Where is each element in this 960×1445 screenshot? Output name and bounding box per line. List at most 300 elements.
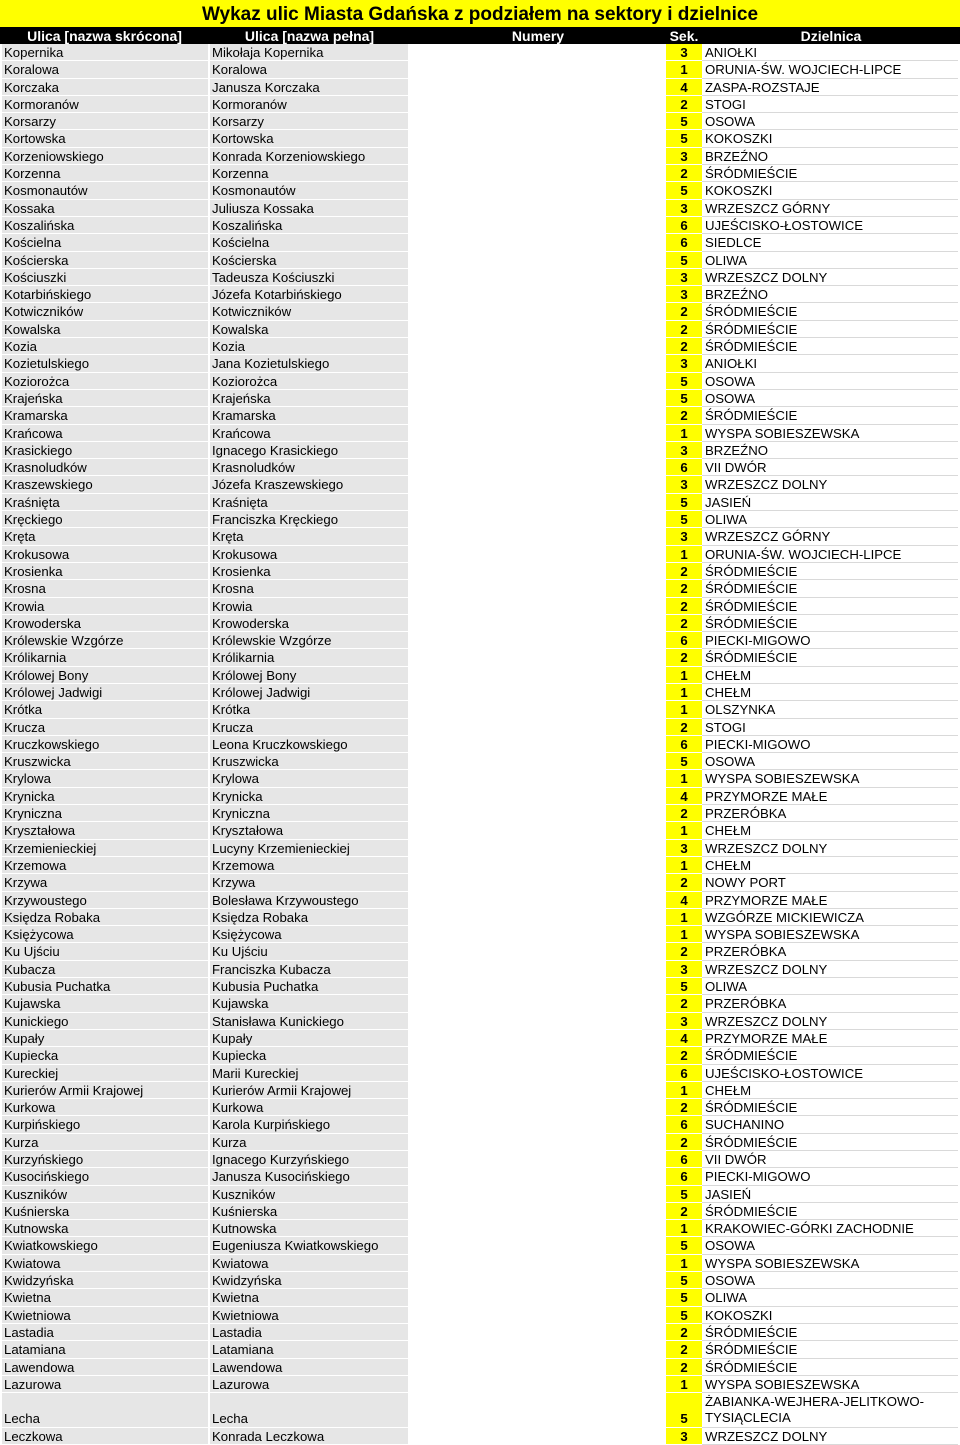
table-row <box>0 1030 960 1047</box>
table-row <box>0 857 960 874</box>
cell-numbers <box>410 632 666 649</box>
header-full-name: Ulica [nazwa pełna] <box>244 28 375 44</box>
cell-numbers <box>410 148 666 165</box>
cell-sector: 1 <box>666 1220 702 1237</box>
cell-district: ŚRÓDMIEŚCIE <box>702 1099 958 1116</box>
cell-short-name: Kruczkowskiego <box>2 736 208 753</box>
table-row <box>0 321 960 338</box>
cell-short-name: Latamiana <box>2 1341 208 1358</box>
cell-numbers <box>410 1203 666 1220</box>
table-row <box>0 148 960 165</box>
cell-short-name: Kraszewskiego <box>2 476 208 493</box>
cell-full-name: Latamiana <box>210 1341 408 1358</box>
cell-sector: 1 <box>666 701 702 718</box>
cell-short-name: Kręta <box>2 528 208 545</box>
cell-district: ŚRÓDMIEŚCIE <box>702 1134 958 1151</box>
cell-full-name: Ignacego Kurzyńskiego <box>210 1151 408 1168</box>
cell-short-name: Kossaka <box>2 200 208 217</box>
cell-full-name: Kowalska <box>210 321 408 338</box>
street-table <box>0 44 960 1445</box>
cell-district: SIEDLCE <box>702 234 958 251</box>
table-row <box>0 528 960 545</box>
cell-numbers <box>410 494 666 511</box>
cell-sector: 3 <box>666 44 702 61</box>
cell-short-name: Kozia <box>2 338 208 355</box>
cell-numbers <box>410 874 666 891</box>
cell-short-name: Księdza Robaka <box>2 909 208 926</box>
cell-full-name: Kwiatowa <box>210 1255 408 1272</box>
table-row <box>0 200 960 217</box>
cell-numbers <box>410 701 666 718</box>
cell-short-name: Korzenna <box>2 165 208 182</box>
cell-full-name: Korsarzy <box>210 113 408 130</box>
cell-sector: 3 <box>666 355 702 372</box>
cell-numbers <box>410 1272 666 1289</box>
cell-sector: 6 <box>666 234 702 251</box>
cell-short-name: Leczkowa <box>2 1428 208 1445</box>
cell-short-name: Królikarnia <box>2 649 208 666</box>
cell-numbers <box>410 303 666 320</box>
cell-district: SUCHANINO <box>702 1116 958 1133</box>
cell-short-name: Kwietniowa <box>2 1307 208 1324</box>
table-row <box>0 1307 960 1324</box>
cell-full-name: Kortowska <box>210 130 408 147</box>
cell-district: JASIEŃ <box>702 1186 958 1203</box>
cell-full-name: Kormoranów <box>210 96 408 113</box>
table-row <box>0 390 960 407</box>
cell-numbers <box>410 978 666 995</box>
cell-numbers <box>410 1307 666 1324</box>
cell-district: ŚRÓDMIEŚCIE <box>702 165 958 182</box>
table-row <box>0 96 960 113</box>
cell-short-name: Krzywa <box>2 874 208 891</box>
cell-full-name: Kujawska <box>210 995 408 1012</box>
table-row <box>0 632 960 649</box>
table-row <box>0 770 960 787</box>
cell-full-name: Bolesława Krzywoustego <box>210 892 408 909</box>
cell-numbers <box>410 407 666 424</box>
cell-short-name: Korzeniowskiego <box>2 148 208 165</box>
table-row <box>0 736 960 753</box>
cell-numbers <box>410 1255 666 1272</box>
cell-numbers <box>410 1341 666 1358</box>
cell-district: PIECKI-MIGOWO <box>702 1168 958 1185</box>
table-row <box>0 459 960 476</box>
cell-district: VII DWÓR <box>702 459 958 476</box>
cell-full-name: Kurza <box>210 1134 408 1151</box>
cell-numbers <box>410 1151 666 1168</box>
cell-numbers <box>410 79 666 96</box>
cell-short-name: Kuśnierska <box>2 1203 208 1220</box>
cell-district: ŚRÓDMIEŚCIE <box>702 1324 958 1341</box>
cell-sector: 5 <box>666 252 702 269</box>
table-row <box>0 1151 960 1168</box>
cell-district: PIECKI-MIGOWO <box>702 632 958 649</box>
cell-short-name: Krosienka <box>2 563 208 580</box>
table-header <box>0 27 960 44</box>
cell-district: OLSZYNKA <box>702 701 958 718</box>
cell-short-name: Kupały <box>2 1030 208 1047</box>
cell-numbers <box>410 217 666 234</box>
cell-district: OLIWA <box>702 978 958 995</box>
cell-full-name: Kręta <box>210 528 408 545</box>
cell-short-name: Kusocińskiego <box>2 1168 208 1185</box>
cell-short-name: Koralowa <box>2 61 208 78</box>
cell-district: STOGI <box>702 719 958 736</box>
cell-district: PRZYMORZE MAŁE <box>702 892 958 909</box>
cell-numbers <box>410 1376 666 1393</box>
cell-numbers <box>410 667 666 684</box>
cell-sector: 6 <box>666 736 702 753</box>
cell-short-name: Kutnowska <box>2 1220 208 1237</box>
cell-short-name: Lastadia <box>2 1324 208 1341</box>
cell-district: OSOWA <box>702 1272 958 1289</box>
cell-sector: 2 <box>666 719 702 736</box>
cell-short-name: Kryształowa <box>2 822 208 839</box>
cell-sector: 3 <box>666 1013 702 1030</box>
cell-full-name: Kruszwicka <box>210 753 408 770</box>
cell-district: OLIWA <box>702 1289 958 1306</box>
cell-full-name: Krowoderska <box>210 615 408 632</box>
cell-district: OSOWA <box>702 113 958 130</box>
cell-district: OSOWA <box>702 753 958 770</box>
table-row <box>0 442 960 459</box>
cell-short-name: Kwiatkowskiego <box>2 1237 208 1254</box>
cell-short-name: Krowoderska <box>2 615 208 632</box>
cell-short-name: Kunickiego <box>2 1013 208 1030</box>
cell-district: ŻABIANKA-WEJHERA-JELITKOWO-TYSIĄCLECIA <box>702 1393 958 1428</box>
cell-sector: 3 <box>666 148 702 165</box>
cell-short-name: Kormoranów <box>2 96 208 113</box>
cell-sector: 3 <box>666 200 702 217</box>
cell-district: PRZERÓBKA <box>702 943 958 960</box>
cell-district: UJEŚCISKO-ŁOSTOWICE <box>702 217 958 234</box>
cell-numbers <box>410 1393 666 1428</box>
cell-district: WYSPA SOBIESZEWSKA <box>702 1255 958 1272</box>
cell-district: KRAKOWIEC-GÓRKI ZACHODNIE <box>702 1220 958 1237</box>
cell-numbers <box>410 476 666 493</box>
cell-numbers <box>410 321 666 338</box>
cell-short-name: Kurpińskiego <box>2 1116 208 1133</box>
cell-sector: 2 <box>666 598 702 615</box>
table-row <box>0 943 960 960</box>
cell-numbers <box>410 165 666 182</box>
cell-full-name: Kramarska <box>210 407 408 424</box>
cell-district: JASIEŃ <box>702 494 958 511</box>
cell-full-name: Kupały <box>210 1030 408 1047</box>
cell-sector: 6 <box>666 1116 702 1133</box>
cell-district: CHEŁM <box>702 857 958 874</box>
cell-sector: 5 <box>666 494 702 511</box>
table-row <box>0 1065 960 1082</box>
cell-district: ŚRÓDMIEŚCIE <box>702 338 958 355</box>
table-row <box>0 649 960 666</box>
table-row <box>0 1186 960 1203</box>
cell-numbers <box>410 459 666 476</box>
cell-district: ORUNIA-ŚW. WOJCIECH-LIPCE <box>702 546 958 563</box>
table-row <box>0 338 960 355</box>
cell-short-name: Krosna <box>2 580 208 597</box>
cell-district: ŚRÓDMIEŚCIE <box>702 407 958 424</box>
cell-short-name: Kopernika <box>2 44 208 61</box>
table-row <box>0 1203 960 1220</box>
cell-full-name: Kryształowa <box>210 822 408 839</box>
table-row <box>0 425 960 442</box>
cell-short-name: Królowej Bony <box>2 667 208 684</box>
cell-numbers <box>410 822 666 839</box>
cell-short-name: Ku Ujściu <box>2 943 208 960</box>
cell-full-name: Królikarnia <box>210 649 408 666</box>
table-row <box>0 1237 960 1254</box>
table-row <box>0 788 960 805</box>
cell-sector: 3 <box>666 961 702 978</box>
cell-district: ANIOŁKI <box>702 44 958 61</box>
cell-numbers <box>410 1099 666 1116</box>
cell-short-name: Królowej Jadwigi <box>2 684 208 701</box>
table-row <box>0 476 960 493</box>
cell-numbers <box>410 546 666 563</box>
cell-district: WRZESZCZ DOLNY <box>702 1013 958 1030</box>
cell-full-name: Krańcowa <box>210 425 408 442</box>
cell-sector: 1 <box>666 425 702 442</box>
cell-sector: 6 <box>666 1065 702 1082</box>
cell-short-name: Koszalińska <box>2 217 208 234</box>
cell-sector: 1 <box>666 822 702 839</box>
cell-sector: 2 <box>666 649 702 666</box>
cell-numbers <box>410 840 666 857</box>
cell-full-name: Krowia <box>210 598 408 615</box>
cell-short-name: Kowalska <box>2 321 208 338</box>
cell-short-name: Krajeńska <box>2 390 208 407</box>
cell-short-name: Lecha <box>2 1393 208 1428</box>
cell-district: OLIWA <box>702 252 958 269</box>
cell-numbers <box>410 390 666 407</box>
cell-district: CHEŁM <box>702 1082 958 1099</box>
cell-numbers <box>410 200 666 217</box>
cell-sector: 1 <box>666 1255 702 1272</box>
cell-full-name: Kryniczna <box>210 805 408 822</box>
cell-full-name: Juliusza Kossaka <box>210 200 408 217</box>
cell-sector: 2 <box>666 995 702 1012</box>
cell-district: OSOWA <box>702 373 958 390</box>
cell-full-name: Kraśnięta <box>210 494 408 511</box>
cell-district: ŚRÓDMIEŚCIE <box>702 580 958 597</box>
cell-full-name: Korzenna <box>210 165 408 182</box>
table-row <box>0 373 960 390</box>
cell-short-name: Krasnoludków <box>2 459 208 476</box>
cell-district: BRZEŹNO <box>702 442 958 459</box>
cell-district: WRZESZCZ DOLNY <box>702 476 958 493</box>
cell-sector: 2 <box>666 165 702 182</box>
cell-full-name: Krynicka <box>210 788 408 805</box>
table-row <box>0 926 960 943</box>
cell-full-name: Krylowa <box>210 770 408 787</box>
cell-short-name: Kozietulskiego <box>2 355 208 372</box>
cell-sector: 5 <box>666 1186 702 1203</box>
cell-district: VII DWÓR <box>702 1151 958 1168</box>
cell-sector: 2 <box>666 1324 702 1341</box>
cell-district: WRZESZCZ DOLNY <box>702 961 958 978</box>
cell-short-name: Kruszwicka <box>2 753 208 770</box>
table-row <box>0 1047 960 1064</box>
cell-district: PRZERÓBKA <box>702 995 958 1012</box>
cell-short-name: Kramarska <box>2 407 208 424</box>
cell-short-name: Kuszników <box>2 1186 208 1203</box>
cell-numbers <box>410 96 666 113</box>
table-row <box>0 961 960 978</box>
table-row <box>0 269 960 286</box>
cell-sector: 5 <box>666 373 702 390</box>
cell-sector: 2 <box>666 1203 702 1220</box>
cell-numbers <box>410 1186 666 1203</box>
cell-district: ZASPA-ROZSTAJE <box>702 79 958 96</box>
cell-sector: 2 <box>666 943 702 960</box>
table-row <box>0 1341 960 1358</box>
cell-short-name: Krzywoustego <box>2 892 208 909</box>
cell-numbers <box>410 995 666 1012</box>
cell-short-name: Krylowa <box>2 770 208 787</box>
cell-numbers <box>410 1134 666 1151</box>
cell-numbers <box>410 269 666 286</box>
cell-short-name: Kosmonautów <box>2 182 208 199</box>
table-row <box>0 1099 960 1116</box>
cell-district: ŚRÓDMIEŚCIE <box>702 615 958 632</box>
table-row <box>0 667 960 684</box>
cell-sector: 2 <box>666 1341 702 1358</box>
cell-district: NOWY PORT <box>702 874 958 891</box>
cell-full-name: Franciszka Kubacza <box>210 961 408 978</box>
cell-full-name: Janusza Kusocińskiego <box>210 1168 408 1185</box>
cell-district: WZGÓRZE MICKIEWICZA <box>702 909 958 926</box>
cell-full-name: Kurkowa <box>210 1099 408 1116</box>
cell-numbers <box>410 961 666 978</box>
page-title: Wykaz ulic Miasta Gdańska z podziałem na sektory i dzielnice <box>0 0 960 27</box>
cell-district: WRZESZCZ DOLNY <box>702 1428 958 1445</box>
cell-short-name: Krańcowa <box>2 425 208 442</box>
cell-sector: 6 <box>666 632 702 649</box>
cell-short-name: Kościerska <box>2 252 208 269</box>
cell-numbers <box>410 1168 666 1185</box>
cell-numbers <box>410 649 666 666</box>
cell-district: ŚRÓDMIEŚCIE <box>702 563 958 580</box>
cell-numbers <box>410 44 666 61</box>
cell-full-name: Lecha <box>210 1393 408 1428</box>
cell-sector: 3 <box>666 269 702 286</box>
cell-short-name: Kortowska <box>2 130 208 147</box>
cell-short-name: Lazurowa <box>2 1376 208 1393</box>
cell-short-name: Kurzyńskiego <box>2 1151 208 1168</box>
cell-district: ŚRÓDMIEŚCIE <box>702 1341 958 1358</box>
cell-numbers <box>410 425 666 442</box>
cell-full-name: Księdza Robaka <box>210 909 408 926</box>
cell-numbers <box>410 753 666 770</box>
cell-full-name: Księżycowa <box>210 926 408 943</box>
cell-numbers <box>410 130 666 147</box>
cell-full-name: Krosienka <box>210 563 408 580</box>
cell-numbers <box>410 805 666 822</box>
table-row <box>0 563 960 580</box>
cell-numbers <box>410 598 666 615</box>
table-row <box>0 286 960 303</box>
cell-short-name: Królewskie Wzgórze <box>2 632 208 649</box>
table-row <box>0 1324 960 1341</box>
cell-numbers <box>410 615 666 632</box>
cell-numbers <box>410 1047 666 1064</box>
cell-numbers <box>410 338 666 355</box>
cell-numbers <box>410 182 666 199</box>
cell-numbers <box>410 563 666 580</box>
cell-sector: 2 <box>666 615 702 632</box>
cell-district: WYSPA SOBIESZEWSKA <box>702 926 958 943</box>
cell-sector: 1 <box>666 770 702 787</box>
cell-numbers <box>410 61 666 78</box>
cell-sector: 1 <box>666 909 702 926</box>
cell-district: WRZESZCZ DOLNY <box>702 269 958 286</box>
cell-sector: 6 <box>666 1151 702 1168</box>
cell-full-name: Kutnowska <box>210 1220 408 1237</box>
cell-full-name: Krucza <box>210 719 408 736</box>
cell-full-name: Kwietna <box>210 1289 408 1306</box>
cell-full-name: Kurierów Armii Krajowej <box>210 1082 408 1099</box>
cell-sector: 1 <box>666 667 702 684</box>
table-row <box>0 1376 960 1393</box>
cell-full-name: Konrada Korzeniowskiego <box>210 148 408 165</box>
cell-sector: 3 <box>666 476 702 493</box>
cell-sector: 5 <box>666 182 702 199</box>
table-row <box>0 1220 960 1237</box>
cell-full-name: Krajeńska <box>210 390 408 407</box>
cell-numbers <box>410 788 666 805</box>
cell-sector: 5 <box>666 1272 702 1289</box>
cell-numbers <box>410 528 666 545</box>
cell-numbers <box>410 892 666 909</box>
cell-short-name: Kryniczna <box>2 805 208 822</box>
cell-sector: 5 <box>666 113 702 130</box>
cell-full-name: Kuśnierska <box>210 1203 408 1220</box>
cell-full-name: Krokusowa <box>210 546 408 563</box>
cell-district: ANIOŁKI <box>702 355 958 372</box>
cell-sector: 5 <box>666 1307 702 1324</box>
cell-numbers <box>410 234 666 251</box>
cell-numbers <box>410 373 666 390</box>
cell-district: ŚRÓDMIEŚCIE <box>702 598 958 615</box>
cell-district: OLIWA <box>702 511 958 528</box>
table-row <box>0 892 960 909</box>
cell-full-name: Lazurowa <box>210 1376 408 1393</box>
cell-sector: 4 <box>666 79 702 96</box>
table-row <box>0 546 960 563</box>
cell-district: KOKOSZKI <box>702 1307 958 1324</box>
cell-short-name: Kurza <box>2 1134 208 1151</box>
cell-sector: 1 <box>666 1376 702 1393</box>
cell-district: KOKOSZKI <box>702 182 958 199</box>
cell-full-name: Lucyny Krzemienieckiej <box>210 840 408 857</box>
cell-district: CHEŁM <box>702 822 958 839</box>
cell-short-name: Kwidzyńska <box>2 1272 208 1289</box>
cell-full-name: Józefa Kotarbińskiego <box>210 286 408 303</box>
cell-full-name: Koralowa <box>210 61 408 78</box>
cell-district: ŚRÓDMIEŚCIE <box>702 321 958 338</box>
cell-district: KOKOSZKI <box>702 130 958 147</box>
cell-full-name: Janusza Korczaka <box>210 79 408 96</box>
cell-numbers <box>410 1065 666 1082</box>
cell-district: WRZESZCZ GÓRNY <box>702 528 958 545</box>
cell-sector: 1 <box>666 857 702 874</box>
cell-numbers <box>410 1237 666 1254</box>
cell-full-name: Jana Kozietulskiego <box>210 355 408 372</box>
cell-short-name: Krokusowa <box>2 546 208 563</box>
cell-sector: 1 <box>666 546 702 563</box>
